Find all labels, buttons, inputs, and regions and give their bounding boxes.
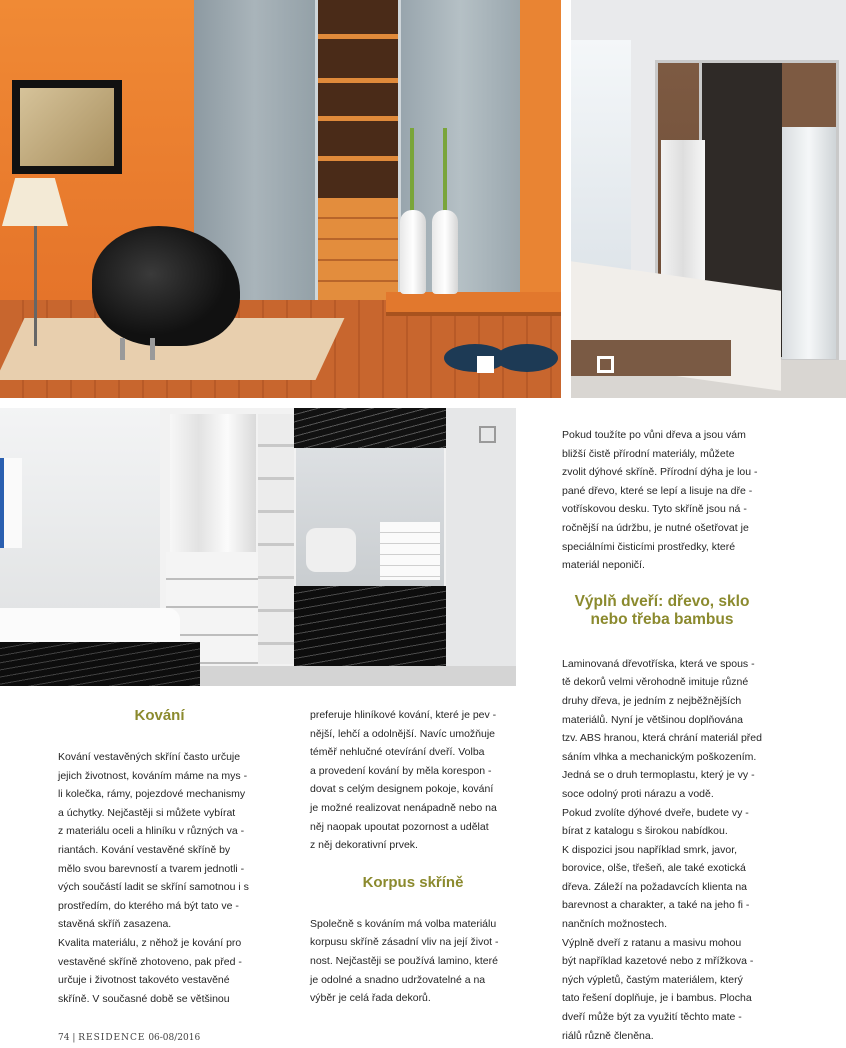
- text-line: riantách. Kování vestavěné skříně by: [58, 843, 231, 856]
- black-door-panel-bottom: [294, 586, 446, 666]
- text-line: druhy dřeva, je jedním z nejběžnějších: [562, 694, 742, 707]
- reflected-dresser: [380, 522, 440, 580]
- text-line: Kování vestavěných skříní často určuje: [58, 751, 241, 763]
- text-line: stavěná skříň zasazena.: [58, 918, 172, 931]
- issue-date: 06-08/2016: [148, 1033, 201, 1043]
- text-line: vestavěné skříně zhotoveno, pak před -: [58, 955, 242, 968]
- text-line: dřeva. Záleží na požadavcích klienta na: [562, 880, 748, 893]
- text-line: Pokud toužíte po vůni dřeva a jsou vám: [562, 429, 746, 441]
- section-body-dyha: [562, 426, 762, 575]
- wardrobe-shelves: [258, 414, 294, 664]
- text-column-3: [562, 426, 762, 1045]
- coffee-table: [386, 292, 561, 316]
- text-line: dveří může být za využití těchto mate -: [562, 1011, 742, 1024]
- text-line: jejich životnost, kováním máme na mys -: [58, 769, 248, 782]
- white-vase: [400, 210, 426, 294]
- photo-white-wardrobe: [0, 408, 516, 686]
- text-line: nost. Nejčastěji se používá lamino, které: [310, 954, 498, 967]
- floor-lamp-pole: [34, 226, 37, 346]
- text-line: zvolit dýhové skříně. Přírodní dýha je lou -: [562, 466, 758, 479]
- text-line: nančních možnostech.: [562, 918, 668, 931]
- bed-frame: [0, 642, 200, 686]
- text-line: dovat s celým designem pokoje, kování: [310, 783, 494, 796]
- text-line: tato řešení doplňuje, je i bambus. Plocha: [562, 992, 752, 1005]
- footer-separator: |: [72, 1033, 76, 1043]
- text-line: Laminovaná dřevotříska, která ve spous -: [562, 657, 755, 670]
- page-number: 74: [58, 1033, 70, 1043]
- text-line: Kvalita materiálu, z něhož je kování pro: [58, 936, 242, 949]
- text-line: něj naopak upoutat pozornost a udělat: [310, 820, 489, 833]
- wall-picture: [12, 80, 122, 174]
- right-wall: [446, 408, 516, 686]
- hanging-clothes: [661, 140, 705, 280]
- text-line: bírat z katalogu s širokou nabídkou.: [562, 825, 728, 838]
- text-line: určuje i životnost takovéto vestavěné: [58, 974, 230, 987]
- text-line: skříně. V současné době se většinou: [58, 992, 230, 1005]
- text-line: bližší čistě přírodní materiály, můžete: [562, 447, 735, 460]
- text-line: riálů různě členěna.: [562, 1029, 654, 1042]
- text-line: z materiálu oceli a hliníku v různých va -: [58, 825, 245, 838]
- text-line: z něj dekorativní prvek.: [310, 839, 418, 852]
- right-wall: [520, 0, 561, 322]
- text-line: Jedná se o druh termoplastu, který je vy -: [562, 769, 755, 782]
- magazine-brand: RESIDENCE: [78, 1033, 146, 1043]
- bamboo-stem: [410, 128, 414, 218]
- text-line: Pokud zvolíte dýhové dveře, budete vy -: [562, 806, 749, 819]
- decorative-square-outline: [479, 426, 496, 443]
- black-door-panel-top: [294, 408, 446, 448]
- text-line: je možné realizovat nenápadně nebo na: [310, 801, 497, 814]
- text-line: ných výpletů, častým materiálem, který: [562, 973, 743, 986]
- text-line: korpusu skříně zásadní vliv na její život -: [310, 936, 499, 949]
- text-line: sáním vlhka a mechanickým poškozením.: [562, 750, 757, 763]
- text-line: a provedení kování by měla korespon -: [310, 764, 492, 777]
- wardrobe-mirror-door: [782, 127, 836, 359]
- text-line: borovice, olše, třešeň, ale také exotická: [562, 862, 746, 875]
- text-line: speciálními čisticími prostředky, které: [562, 540, 736, 553]
- text-line: pané dřevo, které se lepí a lisuje na dře -: [562, 484, 753, 497]
- photo-orange-living-room: [0, 0, 561, 398]
- text-line: Společně s kováním má volba materiálu: [310, 917, 497, 930]
- text-line: li kolečka, rámy, pojezdové mechanismy: [58, 788, 246, 801]
- chair-leg: [120, 338, 125, 360]
- text-line: vých součástí ladit se skříní samotnou i s: [58, 881, 249, 894]
- section-body-vypln: [562, 655, 762, 1045]
- section-heading-korpus: Korpus skříně: [362, 873, 464, 891]
- text-column-2: [310, 706, 516, 1008]
- text-line: tě dekorů velmi věrohodně imituje různé: [562, 676, 749, 689]
- section-heading-vypln: [562, 593, 762, 629]
- floor: [200, 666, 516, 686]
- text-line: materiál neponičí.: [562, 559, 645, 572]
- decorative-square-filled: [477, 356, 494, 373]
- section-body-korpus: [310, 915, 516, 1008]
- text-line: Výplně dveří z ratanu a masivu mohou: [562, 936, 742, 949]
- wardrobe-top-panel: [782, 63, 836, 127]
- floor-cushion: [496, 344, 558, 372]
- text-line: nější, lehčí a odolnější. Navíc umožňuje: [310, 727, 496, 740]
- reflected-armchair: [306, 528, 356, 572]
- text-line: a úchytky. Nejčastěji si můžete vybírat: [58, 806, 236, 819]
- section-heading-kovani: Kování: [134, 707, 185, 724]
- window: [571, 40, 631, 270]
- bed-frame: [571, 340, 731, 376]
- text-line: téměř nehlučné otevírání dveří. Volba: [310, 746, 485, 759]
- text-line: mělo svou barevností a tvarem jednotli -: [58, 862, 245, 875]
- section-body-kovani-cont: [310, 706, 516, 855]
- text-column-1: [58, 706, 261, 1008]
- text-line: výběr je celá řada dekorů.: [310, 992, 431, 1005]
- text-line: votřískovou desku. Tyto skříně jsou ná -: [562, 503, 747, 516]
- hanging-clothes: [170, 414, 256, 554]
- text-line: barevnost a charakter, a také na jeho fi -: [562, 899, 750, 912]
- text-line: materiálů. Nyní je většinou doplňována: [562, 713, 743, 726]
- heading-line: nebo třeba bambus: [590, 610, 734, 628]
- bamboo-stem: [443, 128, 447, 218]
- chair-leg: [150, 338, 155, 360]
- white-vase: [432, 210, 458, 294]
- text-line: preferuje hliníkové kování, které je pev -: [310, 709, 497, 721]
- page-footer: [58, 1033, 200, 1043]
- text-line: K dispozici jsou například smrk, javor,: [562, 843, 738, 856]
- wall-poster: [0, 458, 22, 548]
- text-line: být například kazetové nebo z mřížkova -: [562, 955, 754, 968]
- text-line: je odolné a snadno udržovatelné a na: [310, 973, 486, 986]
- text-line: soce odolný proti nárazu a vodě.: [562, 787, 714, 800]
- heading-line: Výplň dveří: dřevo, sklo: [574, 592, 750, 610]
- section-body-kovani: [58, 748, 261, 1008]
- text-line: prostředím, do kterého má být tato ve -: [58, 899, 239, 912]
- decorative-square-outline: [597, 356, 614, 373]
- photo-bedroom-wardrobe: [571, 0, 846, 398]
- text-line: ročnější na údržbu, je nutné ošetřovat je: [562, 521, 749, 534]
- text-line: tzv. ABS hranou, která chrání materiál před: [562, 732, 762, 745]
- open-shelf-unit: [318, 0, 398, 322]
